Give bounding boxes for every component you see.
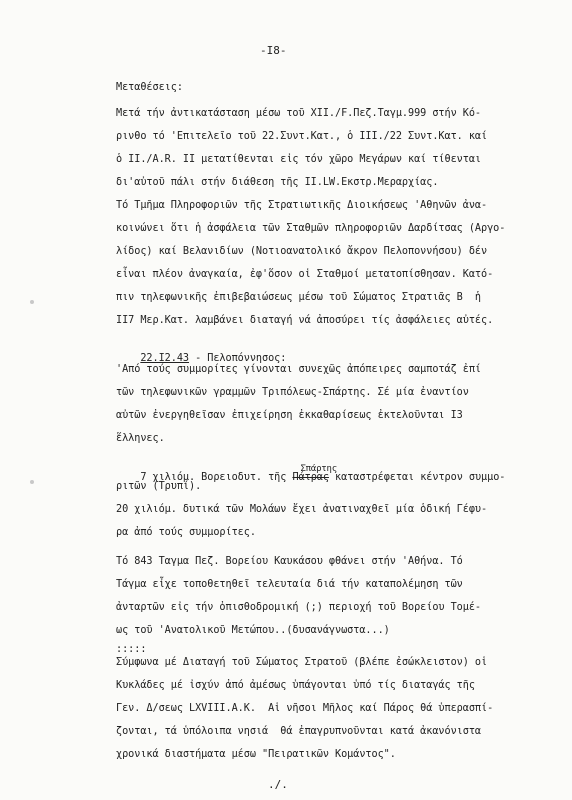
text-line: ἀνταρτῶν εἰς τήν ὀπισθοδρομική (;) περιοχή τοῦ Βορείου Τομέ- [116,602,482,613]
text-line: ριτῶν (Τρυπί). [116,481,202,492]
text-line: κοινώνει ὅτι ἡ ἀσφάλεια τῶν Σταθμῶν πληροφοριῶν Δαρδίτσας (Αργο- [116,223,506,234]
text-line: Τό 843 Ταγμα Πεζ. Βορείου Καυκάσου φθάνει στήν 'Αθήνα. Τό [116,556,463,567]
text-line: ρινθο τό 'Επιτελεῖο τοῦ 22.Συντ.Κατ., ὁ III./22 Συντ.Κατ. καί [116,131,488,142]
struck-word: Πάτρας [292,472,329,483]
text-line: II7 Μερ.Κατ. λαμβάνει διαταγή νά ἀποσύρει τίς ἀσφάλειες αὐτές. [116,315,494,326]
text-line: Σύμφωνα μέ Διαταγή τοῦ Σώματος Στρατοῦ (βλέπε ἐσώκλειστον) οἱ [116,657,488,668]
text-line: ρα ἀπό τούς συμμορίτες. [116,527,256,538]
text-line: ὁ II./A.R. II μετατίθενται εἰς τόν χῶρο Μεγάρων καί τίθενται [116,154,482,165]
text-line: τῶν τηλεφωνικῶν γραμμῶν Τριπόλεως-Σπάρτης. Σέ μία ἐναντίον [116,387,469,398]
text-line: 'Από τούς συμμορίτες γίνονται συνεχῶς ἀπόπειρες σαμποτάζ ἐπί [116,364,482,375]
separator-marks: ::::: [116,644,147,655]
text-line: χρονικά διαστήματα μέσω "Πειρατικῶν Κομάντος". [116,749,396,760]
text-line: εἶναι πλέον ἀναγκαία, ἐφ'ὅσον οἱ Σταθμοί μετατοπίσθησαν. Κατό- [116,269,494,280]
text-line: αὐτῶν ἐνεργηθεῖσαν ἐπιχείρηση ἐκκαθαρίσεως ἐκτελοῦνται I3 [116,410,463,421]
inserted-word: Σπάρτης [300,464,337,474]
text-line: Κυκλάδες μέ ἰσχύν ἀπό ἀμέσως ὑπάγονται ὑπό τίς διαταγάς τῆς [116,680,475,691]
text-line: Τό Τμῆμα Πληροφοριῶν τῆς Στρατιωτικῆς Διοικήσεως 'Αθηνῶν ἀνα- [116,200,488,211]
page-number: -I8- [260,44,287,57]
punch-hole [30,300,34,304]
section-heading: Μεταθέσεις: [116,82,183,93]
text-line: Τάγμα εἶχε τοποθετηθεῖ τελευταία διά τήν καταπολέμηση τῶν [116,579,463,590]
text-line: πιν τηλεφωνικῆς ἐπιβεβαιώσεως μέσω τοῦ Σώματος Στρατιᾶς Β ἡ [116,292,482,303]
text-line: Μετά τήν ἀντικατάσταση μέσω τοῦ XII./F.Πεζ.Ταγμ.999 στήν Κό- [116,108,482,119]
date-heading-rest: - Πελοπόννησος: [189,353,287,364]
date-heading: 22.I2.43 [140,353,190,364]
text-line: ζονται, τά ὑπόλοιπα νησιά θά ἐπαγρυπνοῦνται κατά ἀκανόνιστα [116,726,482,737]
text-line: 20 χιλιόμ. δυτικά τῶν Μολάων ἔχει ἀνατιναχθεῖ μία ὁδική Γέφυ- [116,504,488,515]
text-segment: 7 χιλιόμ. Βορειοδυτ. τῆς [140,472,293,483]
punch-hole [30,480,34,484]
text-line: λίδος) καί Βελανιδίων (Νοτιοανατολικό ἄκρον Πελοποννήσου) δέν [116,246,488,257]
text-line: Γεν. Δ/σεως LXVIII.A.K. Αἱ νῆσοι Μῆλος καί Πάρος θά ὑπερασπί- [116,703,494,714]
text-segment: καταστρέφεται κέντρον συμμο- [328,472,506,483]
text-line: ἕλληνες. [116,433,165,444]
corrected-word [292,464,337,485]
text-line: ως τοῦ 'Ανατολικοῦ Μετώπου..(δυσανάγνωστα...) [116,625,390,636]
continuation-mark: .∕. [268,778,288,791]
text-line: δι'αὐτοῦ πάλι στήν διάθεση τῆς II.LW.Εκστρ.Μεραρχίας. [116,177,439,188]
